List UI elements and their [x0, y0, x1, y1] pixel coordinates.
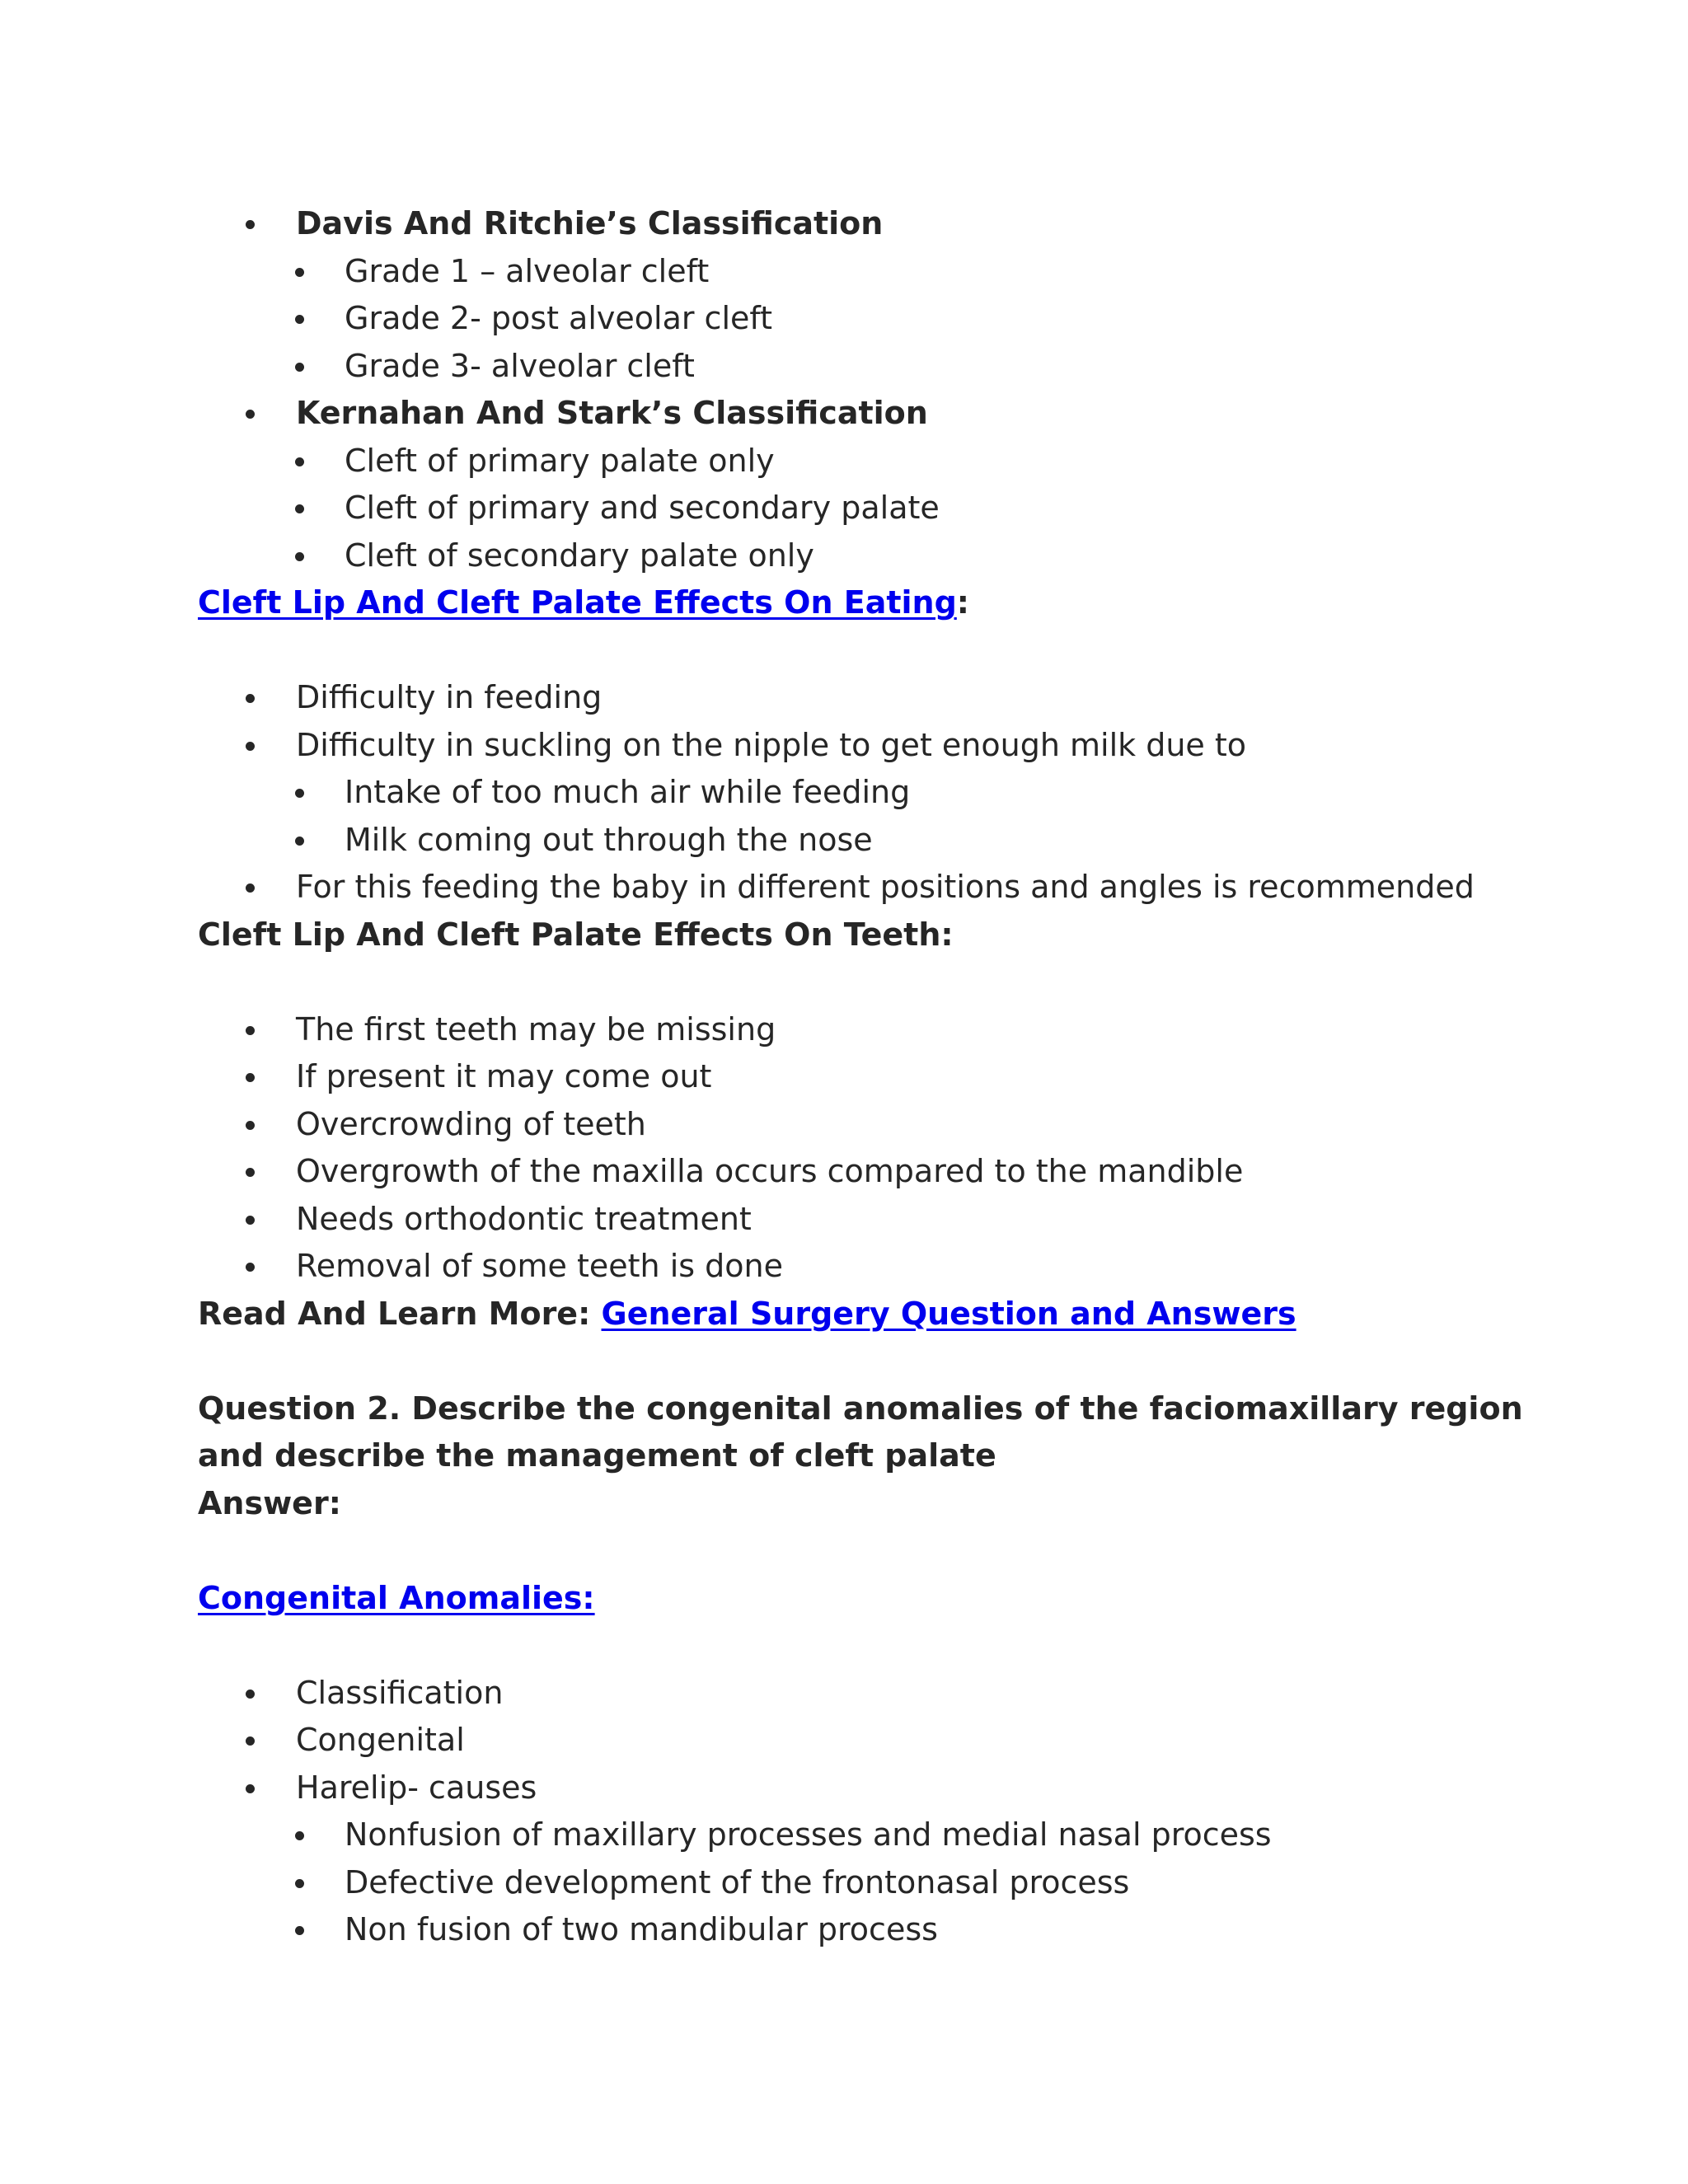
bullet-icon [295, 1831, 304, 1840]
list-item-text: Overgrowth of the maxilla occurs compared to the mandible [296, 1153, 1244, 1189]
list-item-text: Harelip- causes [296, 1769, 537, 1806]
bullet-icon [246, 1073, 255, 1082]
bullet-icon [295, 1879, 304, 1888]
eating-heading-link[interactable]: Cleft Lip And Cleft Palate Effects On Eating [198, 584, 957, 621]
list-item-text: Difficulty in feeding [296, 679, 603, 715]
question-line-1: Question 2. Describe the congenital anomalies of the faciomaxillary region [198, 1390, 1523, 1427]
list-subitem-text: Non fusion of two mandibular process [345, 1911, 938, 1947]
list-subitem-text: Defective development of the frontonasal process [345, 1863, 1130, 1900]
spacer [198, 958, 1533, 1006]
list-item [198, 1717, 1533, 1765]
list-item-text: Classification [296, 1674, 504, 1711]
list-item [198, 1053, 1533, 1101]
list-subitem [198, 248, 1533, 296]
list-subitem [198, 485, 1533, 532]
list-item [198, 1765, 1533, 1812]
list-subitem-text: Grade 3- alveolar cleft [345, 347, 695, 384]
read-more-line [198, 1291, 1533, 1338]
list-item [198, 1243, 1533, 1291]
list-item [198, 864, 1533, 912]
read-more-label: Read And Learn More: [198, 1295, 602, 1332]
bullet-icon [246, 220, 255, 229]
bullet-icon [295, 837, 304, 846]
classification-heading: Kernahan And Stark’s Classification [296, 395, 928, 431]
list-item [198, 722, 1533, 770]
bullet-icon [246, 1736, 255, 1746]
bullet-icon [295, 315, 304, 324]
list-subitem [198, 343, 1533, 391]
section-heading-congenital [198, 1575, 1533, 1623]
bullet-icon [295, 552, 304, 561]
list-subitem-text: Cleft of secondary palate only [345, 537, 814, 574]
bullet-icon [246, 883, 255, 893]
list-subitem-text: Grade 1 – alveolar cleft [345, 252, 710, 289]
list-item-heading [198, 200, 1533, 248]
list-subitem [198, 1811, 1533, 1859]
list-subitem [198, 295, 1533, 343]
list-item-text: Removal of some teeth is done [296, 1248, 783, 1284]
list-subitem [198, 532, 1533, 580]
bullet-icon [246, 742, 255, 751]
list-subitem-text: Intake of too much air while feeding [345, 774, 911, 810]
bullet-icon [295, 504, 304, 513]
list-subitem [198, 438, 1533, 485]
congenital-anomalies-link[interactable]: Congenital Anomalies: [198, 1579, 595, 1616]
list-item-text: Needs orthodontic treatment [296, 1200, 752, 1237]
bullet-icon [246, 1263, 255, 1272]
bullet-icon [246, 1216, 255, 1225]
list-item-text: Overcrowding of teeth [296, 1105, 646, 1142]
list-subitem-text: Grade 2- post alveolar cleft [345, 300, 772, 336]
document-page [198, 200, 1533, 1954]
list-item-heading [198, 390, 1533, 438]
list-item [198, 1196, 1533, 1244]
section-heading-teeth: Cleft Lip And Cleft Palate Effects On Teeth: [198, 916, 954, 953]
list-subitem-text: Cleft of primary and secondary palate [345, 490, 940, 526]
bullet-icon [295, 363, 304, 372]
list-item-text: Difficulty in suckling on the nipple to get enough milk due to [296, 726, 1247, 763]
bullet-icon [246, 694, 255, 703]
answer-label: Answer: [198, 1484, 341, 1521]
list-item-text: If present it may come out [296, 1058, 712, 1094]
list-subitem [198, 769, 1533, 817]
list-subitem-text: Nonfusion of maxillary processes and medial nasal process [345, 1816, 1272, 1853]
list-item [198, 674, 1533, 722]
list-subitem [198, 1859, 1533, 1907]
bullet-icon [295, 1926, 304, 1935]
list-subitem-text: Cleft of primary palate only [345, 442, 775, 479]
section-heading-eating [198, 579, 1533, 627]
list-subitem-text: Milk coming out through the nose [345, 821, 873, 858]
spacer [198, 627, 1533, 675]
bullet-icon [246, 1168, 255, 1177]
spacer [198, 1622, 1533, 1670]
list-item [198, 1148, 1533, 1196]
bullet-icon [246, 1784, 255, 1793]
list-item [198, 1006, 1533, 1054]
list-item [198, 1101, 1533, 1149]
heading-suffix: : [956, 584, 969, 621]
bullet-icon [246, 1026, 255, 1035]
bullet-icon [246, 410, 255, 419]
bullet-icon [295, 268, 304, 277]
list-item [198, 1670, 1533, 1718]
list-subitem [198, 817, 1533, 865]
bullet-icon [295, 789, 304, 798]
general-surgery-link[interactable]: General Surgery Question and Answers [601, 1295, 1296, 1332]
list-subitem [198, 1906, 1533, 1954]
bullet-icon [295, 457, 304, 466]
list-item-text: The first teeth may be missing [296, 1010, 776, 1047]
spacer [198, 1338, 1533, 1385]
classification-heading: Davis And Ritchie’s Classification [296, 205, 884, 241]
question-line-2: and describe the management of cleft palate [198, 1437, 996, 1474]
spacer [198, 1527, 1533, 1575]
list-item-text: Congenital [296, 1722, 465, 1758]
bullet-icon [246, 1690, 255, 1699]
list-item-text: For this feeding the baby in different positions and angles is recommended [296, 869, 1475, 905]
bullet-icon [246, 1121, 255, 1130]
